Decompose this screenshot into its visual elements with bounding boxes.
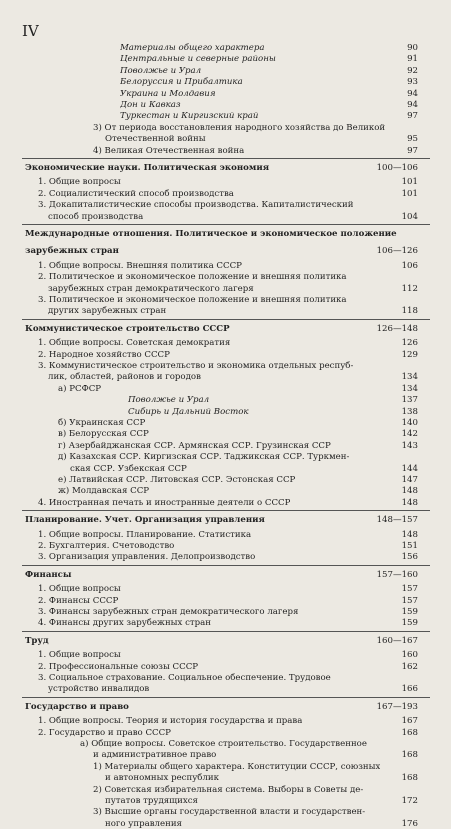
toc-entry-title: Труд [25,635,49,646]
toc-page-ref: 162 [401,661,418,672]
toc-entry-title: Отечественной войны [105,134,206,145]
toc-page-ref: 148 [401,497,418,508]
leader-dots [250,146,398,156]
toc-page-ref: 90 [407,43,418,53]
toc-entry-title: 2. Народное хозяйство СССР [38,349,170,360]
toc-page-ref: 94 [407,88,418,99]
leader-dots [270,43,398,53]
toc-entry-title: путатов трудящихся [105,796,198,806]
leader-dots [249,77,398,87]
section-divider [22,631,430,632]
toc-page-ref: 126 [401,338,418,349]
toc-page-ref: 101 [401,177,418,188]
toc-page-ref: 151 [401,541,418,551]
leader-dots [271,515,374,525]
toc-entry-title: 2. Государство и право СССР [38,727,171,738]
section-divider [22,158,430,159]
toc-page-ref: 159 [401,618,418,629]
leader-dots [222,750,398,760]
leader-dots [207,372,398,382]
toc-entry-title: 1. Общие вопросы. Теория и история государства и права [38,716,303,727]
page-number: IV [22,22,39,40]
toc-entry-title: Финансы [25,569,72,580]
toc-page-ref: 140 [401,418,418,428]
leader-dots [127,177,398,187]
toc-entry-title: Дон и Кавказ [120,100,181,110]
leader-dots [151,418,398,428]
toc-entry-title: Сибирь и Дальний Восток [128,406,249,417]
toc-entry-title: Международные отношения. Политическое и экономическое положение [25,229,397,239]
leader-dots [204,796,398,806]
toc-entry-title: 3. Коммунистическое строительство и экономика отдельных респуб- [38,361,354,371]
toc-entry-title: 2. Социалистический способ производства [38,188,234,199]
toc-entry-title: Поволжье и Урал [128,395,210,406]
toc-entry-title: способ производства [48,211,144,222]
toc-page-ref: 129 [401,349,418,360]
toc-page-ref: 166 [401,684,418,695]
toc-page-ref: 97 [407,145,418,156]
leader-dots [225,773,398,783]
toc-page-ref: 147 [401,475,418,485]
leader-dots [282,54,398,64]
leader-dots [155,684,398,694]
toc-entry-title: 1. Общие вопросы. Советская демократия [38,338,231,349]
leader-dots [177,728,398,738]
toc-entry-title: 3) Высшие органы государственной власти и государствен- [93,807,366,818]
leader-dots [248,261,398,271]
toc-page-ref: 168 [401,750,418,761]
toc-entry-title: 3. Финансы зарубежных стран демократического лагеря [38,607,299,617]
toc-entry-title: д) Казахская ССР. Киргизская ССР. Таджикская ССР. Туркмен- [58,452,350,463]
toc-entry-title: зарубежных стран демократического лагеря [48,283,254,294]
toc-entry-title: 2. Бухгалтерия. Счетоводство [38,541,175,551]
toc-page-ref: 157 [401,595,418,606]
toc-entry-title: 3) От периода восстановления народного хозяйства до Великой [93,122,386,133]
toc-entry-title: 1. Общие вопросы. Внешняя политика СССР [38,260,242,271]
toc-entry-title: ного управления [105,818,182,829]
toc-page-ref: 134 [401,383,418,394]
toc-entry-title: и административное право [93,750,217,761]
toc-page-ref: 104 [401,211,418,222]
toc-entry-title: Украина и Молдавия [120,88,216,99]
leader-dots [308,716,398,726]
toc-entry-title: устройство инвалидов [48,684,150,695]
leader-dots [55,636,374,646]
toc-page-ref: 93 [407,77,418,88]
toc-page-ref: 106—126 [376,246,418,257]
toc-page-ref: 168 [401,727,418,738]
leader-dots [135,702,374,712]
leader-dots [304,607,398,617]
leader-dots [149,212,398,222]
toc-page-ref: 157—160 [376,569,418,580]
toc-page-ref: 167—193 [376,701,418,712]
toc-page-ref: 92 [407,65,418,76]
toc-entry-title: Государство и право [25,701,129,712]
leader-dots [207,66,398,76]
toc-page-ref: 100—106 [376,163,418,173]
toc-entry-title: Материалы общего характера [120,43,265,53]
toc-page-ref: 148 [401,486,418,497]
toc-page-ref: 91 [407,54,418,65]
toc-entry-title: 2. Политическое и экономическое положение и внешняя политика [38,272,347,283]
toc-entry-title: Экономические науки. Политическая экономия [25,163,270,173]
toc-entry-title: б) Украинская ССР [58,418,146,428]
leader-dots [215,395,398,405]
toc-page-ref: 176 [401,818,418,829]
leader-dots [260,284,398,294]
toc-page-ref: 97 [407,111,418,122]
leader-dots [236,324,374,334]
leader-dots [212,134,398,144]
toc-entry-title: Поволжье и Урал [120,65,202,76]
leader-dots [172,306,398,316]
leader-dots [275,163,374,173]
leader-dots [257,530,398,540]
toc-entry-title: 1. Общие вопросы [38,650,121,661]
toc-page-ref: 95 [407,134,418,145]
section-divider [22,697,430,698]
toc-entry-title: 1. Общие вопросы. Планирование. Статистика [38,529,252,540]
leader-dots [217,618,398,628]
leader-dots [124,596,398,606]
toc-entry-title: зарубежных стран [25,246,119,257]
toc-page-ref: 138 [401,406,418,417]
toc-page-ref: 160—167 [376,635,418,646]
leader-dots [176,350,398,360]
toc-entry-title: Центральные и северные районы [120,54,276,65]
toc-entry-title: 3. Организация управления. Делопроизводство [38,552,256,563]
toc-entry-title: 3. Социальное страхование. Социальное обеспечение. Трудовое [38,673,331,683]
toc-page-ref: 159 [401,607,418,617]
section-divider [22,319,430,320]
toc-entry-title: 2) Советская избирательная система. Выборы в Советы де- [93,784,364,795]
leader-dots [155,429,398,439]
toc-page-ref: 94 [407,100,418,110]
toc-page-ref: 144 [401,463,418,474]
toc-entry-title: а) Общие вопросы. Советское строительство. Государственное [80,739,367,749]
leader-dots [187,100,398,110]
toc-entry-title: 1. Общие вопросы [38,177,121,188]
toc-page-ref: 126—148 [376,323,418,334]
toc-entry-title: лик, областей, районов и городов [48,372,201,383]
toc-page-ref: 148 [401,529,418,540]
leader-dots [180,541,398,551]
toc-page-ref: 148—157 [376,515,418,526]
toc-entry-title: 2. Финансы СССР [38,595,119,606]
toc-page-ref: 118 [401,306,418,317]
toc-entry-title: ская ССР. Узбекская ССР [70,463,187,474]
toc-page-ref: 172 [401,796,418,806]
toc-page-ref: 106 [401,260,418,271]
leader-dots [240,189,398,199]
toc-entry-title: 4) Великая Отечественная война [93,145,245,156]
toc-entry-title: г) Азербайджанская ССР. Армянская ССР. Грузинская ССР [58,440,331,451]
leader-dots [255,407,398,417]
toc-entry-title: а) РСФСР [58,383,102,394]
toc-page-ref: 143 [401,440,418,451]
toc-page-ref: 156 [401,552,418,563]
toc-entry-title: 1) Материалы общего характера. Конституции СССР, союзных [93,761,381,772]
toc-entry-title: Планирование. Учет. Организация управления [25,515,265,526]
leader-dots [107,384,398,394]
toc-entry-title: 1. Общие вопросы [38,584,121,595]
toc-page-ref: 142 [401,429,418,440]
leader-dots [155,486,398,496]
toc-entry-title: 2. Профессиональные союзы СССР [38,661,199,672]
toc-entry-title: других зарубежных стран [48,306,167,317]
leader-dots [127,584,398,594]
leader-dots [261,552,398,562]
leader-dots [204,662,398,672]
toc-entry-title: и автономных республик [105,773,219,784]
toc-page-ref: 160 [401,650,418,661]
leader-dots [296,498,398,508]
section-divider [22,224,430,225]
toc-page-ref: 168 [401,773,418,784]
leader-dots [125,246,374,256]
leader-dots [301,475,398,485]
toc-page-ref: 101 [401,188,418,199]
toc-page-ref: 157 [401,584,418,595]
toc-entry-title: в) Белорусская ССР [58,429,149,440]
leader-dots [193,464,398,474]
leader-dots [222,89,398,99]
toc-page-ref: 112 [401,283,418,294]
leader-dots [337,441,398,451]
section-divider [22,510,430,511]
leader-dots [127,650,398,660]
leader-dots [236,338,398,348]
toc-entry-title: 3. Докапиталистические способы производства. Капиталистический [38,200,354,211]
toc-entry-title: е) Латвийская ССР. Литовская ССР. Эстонская ССР [58,475,296,485]
toc-page-ref: 167 [401,716,418,727]
leader-dots [264,111,398,121]
toc-entry-title: 4. Финансы других зарубежных стран [38,618,212,629]
toc-entry-title: 4. Иностранная печать и иностранные деятели о СССР [38,497,291,508]
leader-dots [78,570,374,580]
toc-entry-title: Туркестан и Киргизский край [120,111,259,122]
toc-entry-title: ж) Молдавская ССР [58,486,150,497]
toc-page-ref: 137 [401,395,418,406]
toc-entry-title: 3. Политическое и экономическое положение и внешняя политика [38,295,347,305]
leader-dots [188,819,398,829]
section-divider [22,565,430,566]
toc-entry-title: Белоруссия и Прибалтика [120,77,243,88]
toc-page-ref: 134 [401,372,418,383]
toc-entry-title: Коммунистическое строительство СССР [25,323,230,334]
